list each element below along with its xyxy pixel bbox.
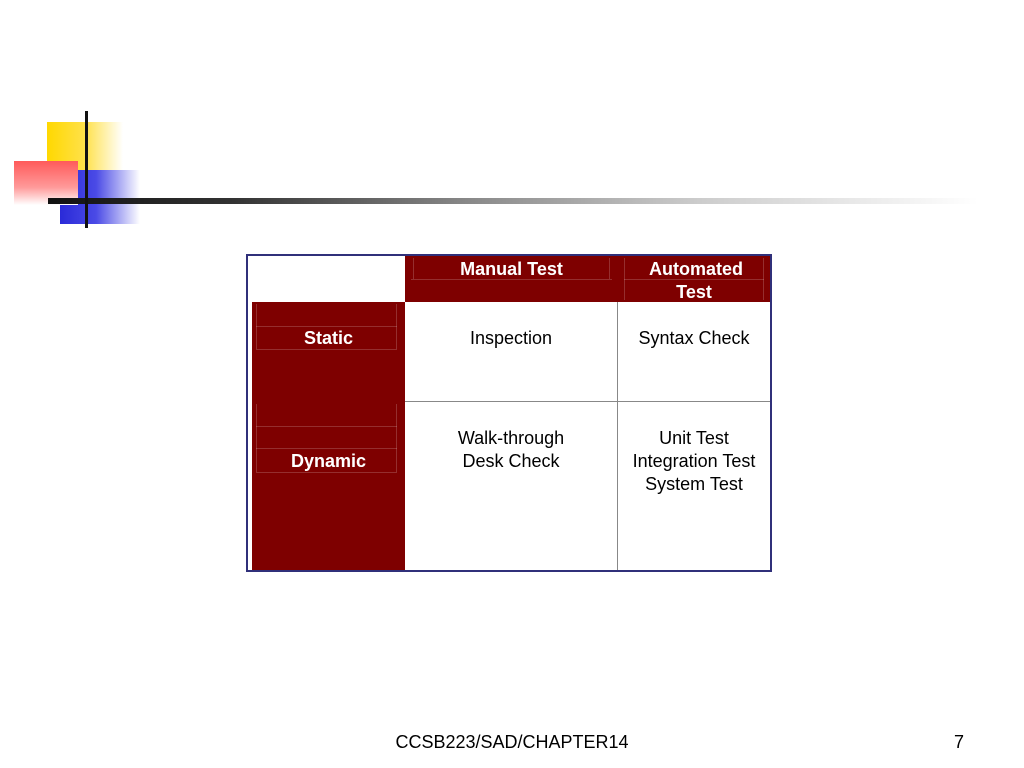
cell-text: Syntax Check (638, 328, 750, 348)
logo-vertical-rule (85, 111, 88, 228)
testing-matrix-table (246, 254, 772, 572)
cell-static-manual (405, 302, 618, 402)
footer-text: CCSB223/SAD/CHAPTER14 (395, 732, 629, 752)
column-header-label: Manual Test (460, 259, 563, 279)
row-header-label: Static (303, 328, 354, 348)
decorative-logo (0, 0, 1024, 240)
column-header-automated-test (618, 256, 770, 302)
row-header-label: Dynamic (290, 451, 367, 471)
column-header-manual-test (405, 256, 618, 302)
cell-text-system-test: System Test (645, 474, 743, 494)
cell-text-desk-check: Desk Check (462, 451, 560, 471)
row-header-dynamic (252, 402, 405, 570)
cell-static-automated (618, 302, 770, 402)
cell-text-integration-test: Integration Test (632, 451, 756, 471)
cell-dynamic-automated (618, 402, 770, 570)
column-header-label: Automated Test (649, 259, 743, 302)
cell-dynamic-manual (405, 402, 618, 570)
cell-text-unit-test: Unit Test (659, 428, 729, 448)
table-corner-cell (248, 256, 405, 302)
page-number: 7 (953, 732, 964, 752)
cell-text-walkthrough: Walk-through (457, 428, 565, 448)
cell-text: Inspection (469, 328, 553, 348)
logo-horizontal-rule (48, 198, 978, 204)
row-header-static (252, 302, 405, 402)
